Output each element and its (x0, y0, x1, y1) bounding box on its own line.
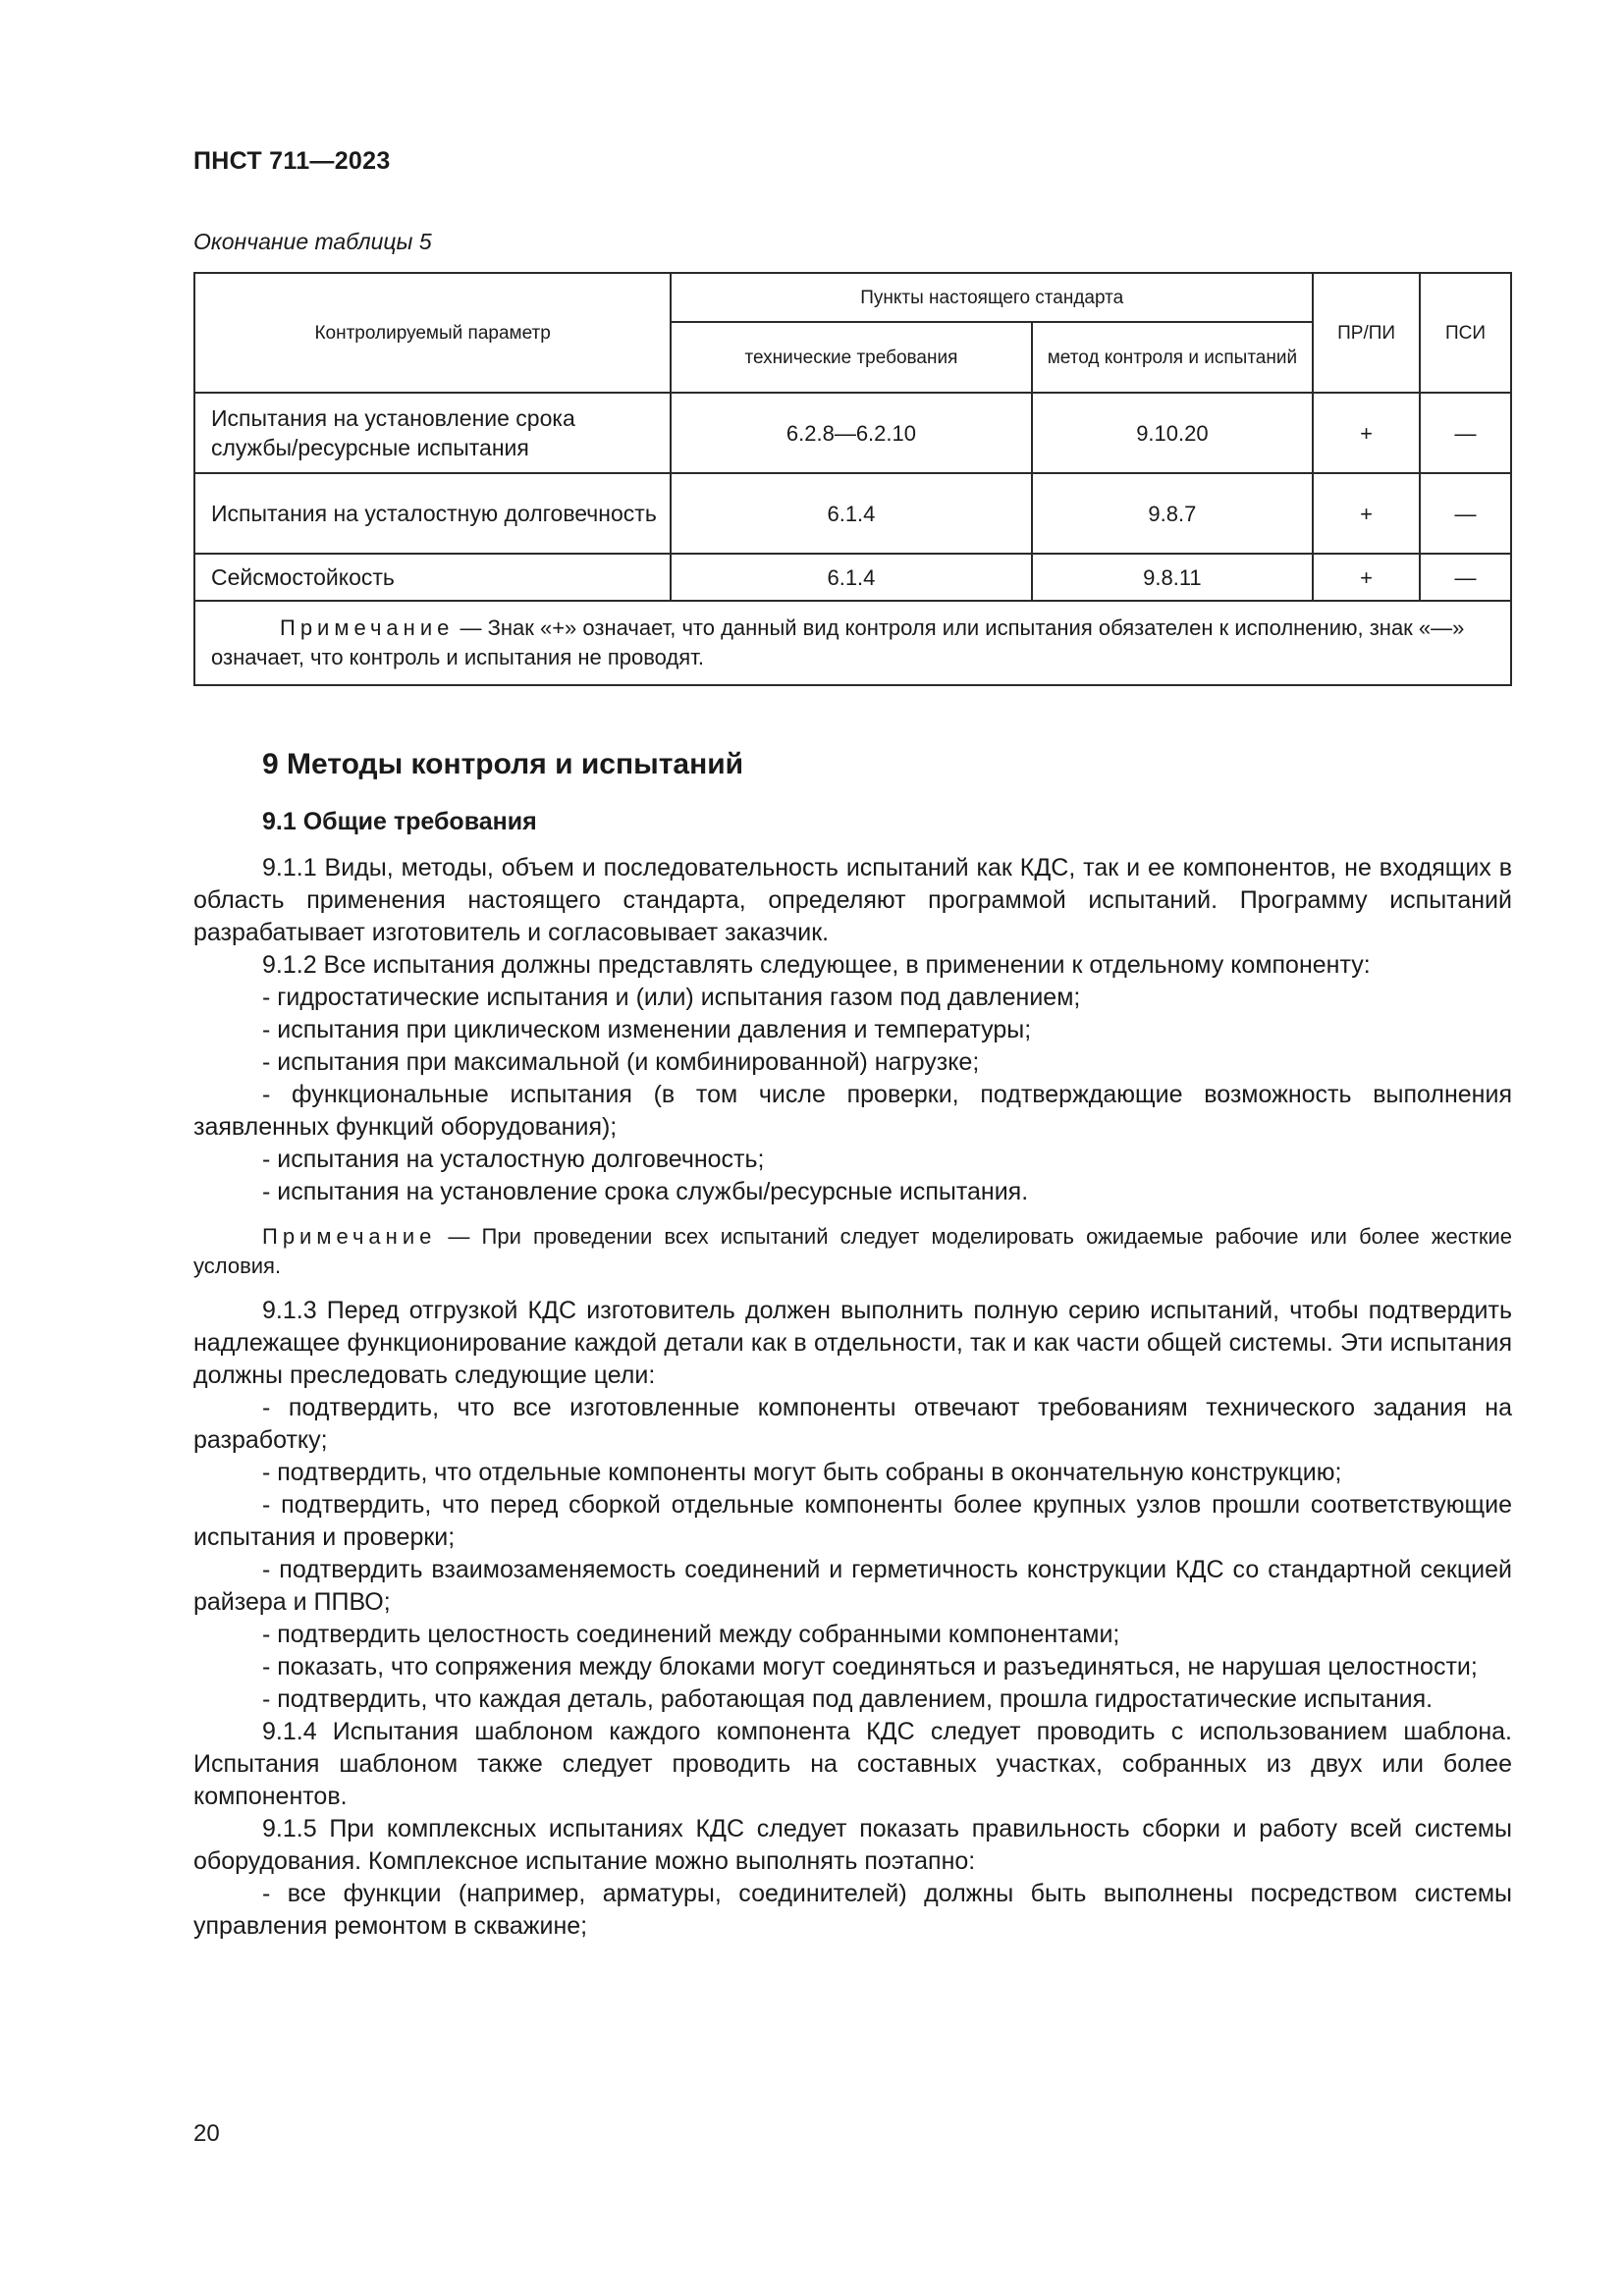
header-pr-pi: ПР/ПИ (1313, 273, 1420, 393)
table-caption: Окончание таблицы 5 (193, 229, 432, 254)
list-item: - подтвердить взаимозаменяемость соединений и герметичность конструкции КДС со стандартной секцией райзера и ППВО; (193, 1556, 1512, 1616)
cell-parameter: Испытания на усталостную долговечность (194, 473, 671, 554)
table-header-row (194, 273, 1511, 322)
cell-method: 9.8.11 (1032, 554, 1314, 601)
cell-pr-pi: + (1313, 393, 1420, 473)
cell-technical: 6.1.4 (671, 554, 1031, 601)
table-note-text: — Знак «+» означает, что данный вид контроля или испытания обязателен к исполнению, знак «—» означает, что контроль и испытания не проводят. (211, 615, 1465, 669)
paragraph: 9.1.5 При комплексных испытаниях КДС следует показать правильность сборки и работу всей системы оборудования. Комплексное испытание можно выполнять поэтапно: (193, 1815, 1512, 1875)
list-item: - гидростатические испытания и (или) испытания газом под давлением; (262, 984, 1081, 1011)
list-item: - все функции (например, арматуры, соединителей) должны быть выполнены посредством системы управления ремонтом в скважине; (193, 1880, 1512, 1940)
list-item: - испытания на усталостную долговечность; (262, 1146, 765, 1173)
list-item: - функциональные испытания (в том числе проверки, подтверждающие возможность выполнения заявленных функций оборудования); (193, 1081, 1512, 1141)
header-psi: ПСИ (1420, 273, 1511, 393)
cell-method: 9.8.7 (1032, 473, 1314, 554)
cell-psi: — (1420, 554, 1511, 601)
cell-method: 9.10.20 (1032, 393, 1314, 473)
parameters-table (193, 272, 1512, 686)
table-row (194, 554, 1511, 601)
header-parameter: Контролируемый параметр (194, 273, 671, 393)
list-item: - подтвердить, что перед сборкой отдельные компоненты более крупных узлов прошли соответствующие испытания и проверки; (193, 1491, 1512, 1551)
table-note-label: Примечание (280, 615, 455, 640)
document-id: ПНСТ 711—2023 (193, 147, 391, 175)
list-item: - испытания при циклическом изменении давления и температуры; (262, 1016, 1032, 1043)
cell-technical: 6.1.4 (671, 473, 1031, 554)
cell-psi: — (1420, 473, 1511, 554)
table-row (194, 473, 1511, 554)
note (193, 1222, 1512, 1281)
paragraph: 9.1.3 Перед отгрузкой КДС изготовитель должен выполнить полную серию испытаний, чтобы подтвердить надлежащее функционирование каждой детали как в отдельности, так и как части общей системы. Эти испытания должны преследовать следующие цели: (193, 1297, 1512, 1389)
list-item: - подтвердить, что все изготовленные компоненты отвечают требованиям технического задания на разработку; (193, 1394, 1512, 1454)
cell-technical: 6.2.8—6.2.10 (671, 393, 1031, 473)
note-label: Примечание (262, 1224, 437, 1249)
header-technical-requirements: технические требования (671, 322, 1031, 393)
section-title: 9 Методы контроля и испытаний (262, 748, 744, 780)
cell-parameter: Сейсмостойкость (194, 554, 671, 601)
list-item: - испытания на установление срока службы/ресурсные испытания. (262, 1178, 1029, 1205)
paragraph: 9.1.4 Испытания шаблоном каждого компонента КДС следует проводить с использованием шаблона. Испытания шаблоном также следует проводить на составных участках, собранных из двух или более компонентов. (193, 1718, 1512, 1810)
page-number: 20 (193, 2120, 220, 2147)
body-text (193, 852, 1512, 1943)
table-row (194, 393, 1511, 473)
cell-pr-pi: + (1313, 473, 1420, 554)
cell-psi: — (1420, 393, 1511, 473)
cell-parameter: Испытания на установление срока службы/ресурсные испытания (194, 393, 671, 473)
paragraph: 9.1.1 Виды, методы, объем и последовательность испытаний как КДС, так и ее компонентов, не входящих в область применения настоящего стандарта, определяют программой испытаний. Программу испытаний разрабатывает изготовитель и согласовывает заказчик. (193, 854, 1512, 946)
table-note-row (194, 601, 1511, 685)
note-text: — При проведении всех испытаний следует моделировать ожидаемые рабочие или более жесткие условия. (193, 1224, 1512, 1278)
list-item: - подтвердить, что каждая деталь, работающая под давлением, прошла гидростатические испытания. (262, 1685, 1434, 1713)
list-item: - испытания при максимальной (и комбинированной) нагрузке; (262, 1048, 980, 1076)
list-item: - подтвердить, что отдельные компоненты могут быть собраны в окончательную конструкцию; (262, 1459, 1342, 1486)
list-item: - показать, что сопряжения между блоками могут соединяться и разъединяться, не нарушая целостности; (262, 1653, 1478, 1681)
header-clauses: Пункты настоящего стандарта (671, 273, 1313, 322)
table-note (194, 601, 1511, 685)
list-item: - подтвердить целостность соединений между собранными компонентами; (262, 1621, 1120, 1648)
cell-pr-pi: + (1313, 554, 1420, 601)
subsection-title: 9.1 Общие требования (262, 808, 537, 835)
header-test-method: метод контроля и испытаний (1032, 322, 1314, 393)
paragraph: 9.1.2 Все испытания должны представлять следующее, в применении к отдельному компоненту: (262, 951, 1371, 979)
